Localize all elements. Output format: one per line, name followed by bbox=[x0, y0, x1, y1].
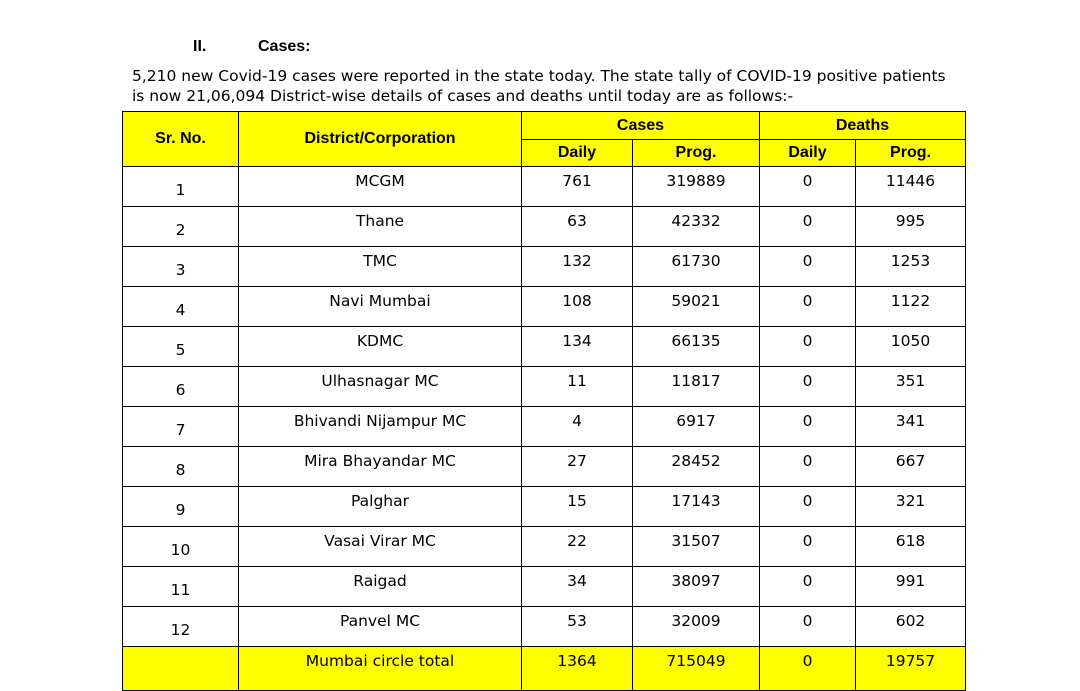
intro-line-2: is now 21,06,094 District-wise details of cases and deaths until today are as follows:- bbox=[132, 87, 794, 105]
cell-cases-daily: 4 bbox=[522, 407, 633, 447]
cell-district: Palghar bbox=[239, 487, 522, 527]
cell-deaths-prog: 667 bbox=[856, 447, 966, 487]
intro-line-1: 5,210 new Covid-19 cases were reported in the state today. The state tally of COVID-19 positive patients bbox=[132, 67, 946, 85]
cell-sr: 3 bbox=[123, 247, 239, 287]
cell-district: Mira Bhayandar MC bbox=[239, 447, 522, 487]
cell-cases-daily: 1364 bbox=[522, 647, 633, 691]
cell-district: MCGM bbox=[239, 167, 522, 207]
cell-cases-prog: 31507 bbox=[633, 527, 760, 567]
cell-sr: 12 bbox=[123, 607, 239, 647]
section-title: Cases: bbox=[258, 38, 311, 55]
cell-sr: 10 bbox=[123, 527, 239, 567]
cell-sr bbox=[123, 647, 239, 691]
cell-sr: 5 bbox=[123, 327, 239, 367]
header-cases-daily: Daily bbox=[522, 140, 633, 167]
cell-deaths-daily: 0 bbox=[760, 487, 856, 527]
table-row bbox=[123, 167, 966, 207]
cell-cases-prog: 32009 bbox=[633, 607, 760, 647]
cell-cases-daily: 27 bbox=[522, 447, 633, 487]
section-number: II. bbox=[193, 38, 207, 55]
cell-deaths-daily: 0 bbox=[760, 647, 856, 691]
cell-cases-prog: 66135 bbox=[633, 327, 760, 367]
cell-cases-daily: 134 bbox=[522, 327, 633, 367]
cell-district: Raigad bbox=[239, 567, 522, 607]
cell-deaths-prog: 321 bbox=[856, 487, 966, 527]
header-sr-no: Sr. No. bbox=[123, 112, 239, 167]
cell-deaths-prog: 991 bbox=[856, 567, 966, 607]
cell-cases-prog: 38097 bbox=[633, 567, 760, 607]
table-row bbox=[123, 607, 966, 647]
cell-cases-prog: 11817 bbox=[633, 367, 760, 407]
cell-deaths-daily: 0 bbox=[760, 247, 856, 287]
cell-district: Thane bbox=[239, 207, 522, 247]
cell-cases-daily: 34 bbox=[522, 567, 633, 607]
cell-deaths-prog: 1050 bbox=[856, 327, 966, 367]
header-district: District/Corporation bbox=[239, 112, 522, 167]
cell-deaths-daily: 0 bbox=[760, 407, 856, 447]
cell-deaths-prog: 1122 bbox=[856, 287, 966, 327]
cell-sr: 4 bbox=[123, 287, 239, 327]
cell-deaths-daily: 0 bbox=[760, 607, 856, 647]
table-row bbox=[123, 327, 966, 367]
cell-deaths-daily: 0 bbox=[760, 327, 856, 367]
cell-sr: 1 bbox=[123, 167, 239, 207]
cell-deaths-daily: 0 bbox=[760, 287, 856, 327]
intro-paragraph bbox=[132, 66, 982, 106]
table-row bbox=[123, 487, 966, 527]
cell-district: Vasai Virar MC bbox=[239, 527, 522, 567]
cell-sr: 8 bbox=[123, 447, 239, 487]
table-row bbox=[123, 367, 966, 407]
cell-cases-prog: 319889 bbox=[633, 167, 760, 207]
cell-sr: 9 bbox=[123, 487, 239, 527]
cell-district: TMC bbox=[239, 247, 522, 287]
cell-deaths-prog: 602 bbox=[856, 607, 966, 647]
cell-district: Navi Mumbai bbox=[239, 287, 522, 327]
cell-deaths-prog: 341 bbox=[856, 407, 966, 447]
table-row bbox=[123, 207, 966, 247]
cell-cases-daily: 11 bbox=[522, 367, 633, 407]
header-cases: Cases bbox=[522, 112, 760, 140]
cell-sr: 11 bbox=[123, 567, 239, 607]
cell-sr: 6 bbox=[123, 367, 239, 407]
cell-cases-daily: 63 bbox=[522, 207, 633, 247]
cell-deaths-prog: 1253 bbox=[856, 247, 966, 287]
cell-deaths-prog: 618 bbox=[856, 527, 966, 567]
cell-deaths-prog: 351 bbox=[856, 367, 966, 407]
cell-cases-daily: 108 bbox=[522, 287, 633, 327]
cell-district: Bhivandi Nijampur MC bbox=[239, 407, 522, 447]
cell-cases-prog: 715049 bbox=[633, 647, 760, 691]
cell-cases-daily: 761 bbox=[522, 167, 633, 207]
cell-deaths-prog: 19757 bbox=[856, 647, 966, 691]
cell-cases-prog: 6917 bbox=[633, 407, 760, 447]
cell-district: Mumbai circle total bbox=[239, 647, 522, 691]
table-row bbox=[123, 567, 966, 607]
cell-deaths-daily: 0 bbox=[760, 207, 856, 247]
cell-cases-prog: 42332 bbox=[633, 207, 760, 247]
cell-cases-daily: 22 bbox=[522, 527, 633, 567]
cell-deaths-daily: 0 bbox=[760, 167, 856, 207]
table-row bbox=[123, 527, 966, 567]
district-cases-table bbox=[122, 111, 966, 691]
table-row bbox=[123, 447, 966, 487]
table-row bbox=[123, 407, 966, 447]
cell-cases-daily: 53 bbox=[522, 607, 633, 647]
cell-deaths-prog: 995 bbox=[856, 207, 966, 247]
cell-deaths-daily: 0 bbox=[760, 367, 856, 407]
cell-district: KDMC bbox=[239, 327, 522, 367]
cell-deaths-daily: 0 bbox=[760, 447, 856, 487]
cell-cases-daily: 15 bbox=[522, 487, 633, 527]
cell-sr: 7 bbox=[123, 407, 239, 447]
cell-district: Ulhasnagar MC bbox=[239, 367, 522, 407]
cell-deaths-daily: 0 bbox=[760, 527, 856, 567]
total-row bbox=[123, 647, 966, 691]
cell-deaths-prog: 11446 bbox=[856, 167, 966, 207]
cell-district: Panvel MC bbox=[239, 607, 522, 647]
cell-deaths-daily: 0 bbox=[760, 567, 856, 607]
header-deaths-prog: Prog. bbox=[856, 140, 966, 167]
cell-cases-prog: 28452 bbox=[633, 447, 760, 487]
header-deaths: Deaths bbox=[760, 112, 966, 140]
table-row bbox=[123, 287, 966, 327]
table-row bbox=[123, 247, 966, 287]
header-cases-prog: Prog. bbox=[633, 140, 760, 167]
cell-cases-prog: 17143 bbox=[633, 487, 760, 527]
header-deaths-daily: Daily bbox=[760, 140, 856, 167]
cell-cases-prog: 59021 bbox=[633, 287, 760, 327]
cell-cases-daily: 132 bbox=[522, 247, 633, 287]
cell-sr: 2 bbox=[123, 207, 239, 247]
cell-cases-prog: 61730 bbox=[633, 247, 760, 287]
